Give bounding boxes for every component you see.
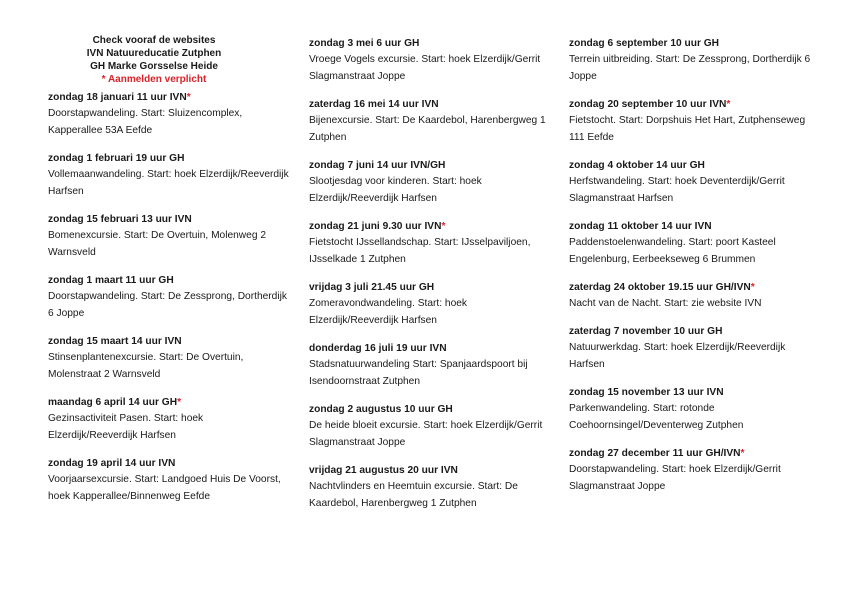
- event-date-text: zondag 7 juni 14 uur IVN/GH: [309, 160, 446, 171]
- registration-required-note: * Aanmelden verplicht: [101, 74, 207, 85]
- event-date-text: vrijdag 3 juli 21.45 uur GH: [309, 282, 435, 293]
- event-date-heading: [309, 280, 554, 295]
- event-date-heading: [48, 90, 293, 105]
- event-description: De heide bloeit excursie. Start: hoek Elzerdijk/Gerrit Slagmanstraat Joppe: [309, 420, 543, 448]
- event-date-heading: [48, 334, 293, 349]
- event-date-heading: [48, 395, 293, 410]
- registration-required-marker: *: [750, 282, 755, 293]
- registration-required-marker: *: [441, 221, 446, 232]
- event-date-text: zaterdag 16 mei 14 uur IVN: [309, 99, 439, 110]
- event-date-heading: [48, 273, 293, 288]
- registration-required-marker: *: [177, 397, 182, 408]
- event-entry: [309, 36, 554, 85]
- event-date-text: zondag 20 september 10 uur IVN: [569, 99, 727, 110]
- registration-required-marker: *: [186, 92, 191, 103]
- event-date-heading: [569, 324, 814, 339]
- column-2: [309, 36, 554, 524]
- event-date-text: zondag 18 januari 11 uur IVN: [48, 92, 187, 103]
- event-date-heading: [309, 463, 554, 478]
- column-3: [569, 36, 814, 507]
- event-description: Terrein uitbreiding. Start: De Zessprong, Dortherdijk 6 Joppe: [569, 54, 811, 82]
- event-date-text: zondag 15 februari 13 uur IVN: [48, 214, 192, 225]
- event-description: Paddenstoelenwandeling. Start: poort Kasteel Engelenburg, Eerbeekseweg 6 Brummen: [569, 237, 776, 265]
- event-description: Gezinsactiviteit Pasen. Start: hoek Elzerdijk/Reeverdijk Harfsen: [48, 413, 204, 441]
- event-entry: [48, 456, 293, 505]
- event-entry: [309, 158, 554, 207]
- website-notice: [48, 34, 260, 86]
- event-entry: [309, 97, 554, 146]
- event-entry: [309, 280, 554, 329]
- event-entry: [569, 219, 814, 268]
- event-date-heading: [309, 341, 554, 356]
- event-entry: [309, 402, 554, 451]
- event-entry: [48, 334, 293, 383]
- event-date-heading: [309, 158, 554, 173]
- event-description: Stadsnatuurwandeling Start: Spanjaardspoort bij Isendoornstraat Zutphen: [309, 359, 528, 387]
- event-entry: [48, 395, 293, 444]
- event-date-text: zondag 21 juni 9.30 uur IVN: [309, 221, 442, 232]
- event-description: Natuurwerkdag. Start: hoek Elzerdijk/Reeverdijk Harfsen: [569, 342, 786, 370]
- event-description: Fietstocht IJssellandschap. Start: IJsselpaviljoen, IJsselkade 1 Zutphen: [309, 237, 531, 265]
- event-date-heading: [569, 36, 814, 51]
- event-date-heading: [48, 212, 293, 227]
- event-date-text: zondag 1 maart 11 uur GH: [48, 275, 174, 286]
- event-date-text: donderdag 16 juli 19 uur IVN: [309, 343, 447, 354]
- event-date-text: zondag 19 april 14 uur IVN: [48, 458, 176, 469]
- event-description: Herfstwandeling. Start: hoek Deventerdijk/Gerrit Slagmanstraat Harfsen: [569, 176, 785, 204]
- notice-line-2: IVN Natuureducatie Zutphen: [86, 48, 222, 59]
- event-date-heading: [48, 151, 293, 166]
- event-date-heading: [309, 36, 554, 51]
- event-date-text: zondag 15 maart 14 uur IVN: [48, 336, 182, 347]
- event-date-text: zondag 15 november 13 uur IVN: [569, 387, 724, 398]
- column-1: [48, 34, 293, 517]
- event-date-heading: [569, 446, 814, 461]
- event-entry: [569, 158, 814, 207]
- event-date-heading: [569, 219, 814, 234]
- event-date-heading: [309, 402, 554, 417]
- event-date-text: zondag 2 augustus 10 uur GH: [309, 404, 453, 415]
- event-date-heading: [569, 158, 814, 173]
- event-entry: [569, 446, 814, 495]
- event-entry: [309, 341, 554, 390]
- event-description: Zomeravondwandeling. Start: hoek Elzerdijk/Reeverdijk Harfsen: [309, 298, 467, 326]
- notice-line-3: GH Marke Gorsselse Heide: [90, 61, 218, 72]
- registration-required-marker: *: [726, 99, 731, 110]
- event-date-text: zondag 1 februari 19 uur GH: [48, 153, 185, 164]
- event-date-heading: [569, 385, 814, 400]
- event-description: Doorstapwandeling. Start: De Zessprong, Dortherdijk 6 Joppe: [48, 291, 287, 319]
- event-entry: [569, 385, 814, 434]
- event-description: Vroege Vogels excursie. Start: hoek Elzerdijk/Gerrit Slagmanstraat Joppe: [309, 54, 541, 82]
- event-entry: [569, 97, 814, 146]
- event-entry: [569, 36, 814, 85]
- event-description: Vollemaanwandeling. Start: hoek Elzerdijk/Reeverdijk Harfsen: [48, 169, 289, 197]
- event-date-text: maandag 6 april 14 uur GH: [48, 397, 178, 408]
- event-date-text: zondag 27 december 11 uur GH/IVN: [569, 448, 741, 459]
- event-entry: [48, 90, 293, 139]
- notice-line-1: Check vooraf de websites: [92, 35, 216, 46]
- event-date-heading: [569, 97, 814, 112]
- event-date-text: vrijdag 21 augustus 20 uur IVN: [309, 465, 458, 476]
- event-entry: [48, 273, 293, 322]
- event-description: Nachtvlinders en Heemtuin excursie. Start: De Kaardebol, Harenbergweg 1 Zutphen: [309, 481, 518, 509]
- event-date-text: zaterdag 24 oktober 19.15 uur GH/IVN: [569, 282, 751, 293]
- event-description: Doorstapwandeling. Start: Sluizencomplex, Kapperallee 53A Eefde: [48, 108, 243, 136]
- event-description: Stinsenplantenexcursie. Start: De Overtuin, Molenstraat 2 Warnsveld: [48, 352, 244, 380]
- event-entry: [569, 280, 814, 312]
- event-date-heading: [309, 219, 554, 234]
- event-entry: [48, 212, 293, 261]
- event-entry: [309, 219, 554, 268]
- event-date-text: zondag 11 oktober 14 uur IVN: [569, 221, 712, 232]
- event-date-text: zondag 3 mei 6 uur GH: [309, 38, 420, 49]
- event-entry: [309, 463, 554, 512]
- event-date-text: zaterdag 7 november 10 uur GH: [569, 326, 723, 337]
- event-date-text: zondag 4 oktober 14 uur GH: [569, 160, 705, 171]
- event-description: Voorjaarsexcursie. Start: Landgoed Huis De Voorst, hoek Kapperallee/Binnenweg Eefde: [48, 474, 281, 502]
- event-date-heading: [48, 456, 293, 471]
- event-description: Nacht van de Nacht. Start: zie website IVN: [569, 298, 762, 309]
- event-description: Parkenwandeling. Start: rotonde Coehoornsingel/Deventerweg Zutphen: [569, 403, 744, 431]
- event-date-heading: [309, 97, 554, 112]
- event-entry: [569, 324, 814, 373]
- event-date-text: zondag 6 september 10 uur GH: [569, 38, 720, 49]
- registration-required-marker: *: [740, 448, 745, 459]
- event-description: Fietstocht. Start: Dorpshuis Het Hart, Zutphenseweg 111 Eefde: [569, 115, 806, 143]
- event-description: Doorstapwandeling. Start: hoek Elzerdijk/Gerrit Slagmanstraat Joppe: [569, 464, 781, 492]
- event-entry: [48, 151, 293, 200]
- event-description: Slootjesdag voor kinderen. Start: hoek Elzerdijk/Reeverdijk Harfsen: [309, 176, 482, 204]
- event-date-heading: [569, 280, 814, 295]
- event-description: Bijenexcursie. Start: De Kaardebol, Harenbergweg 1 Zutphen: [309, 115, 546, 143]
- event-description: Bomenexcursie. Start: De Overtuin, Molenweg 2 Warnsveld: [48, 230, 266, 258]
